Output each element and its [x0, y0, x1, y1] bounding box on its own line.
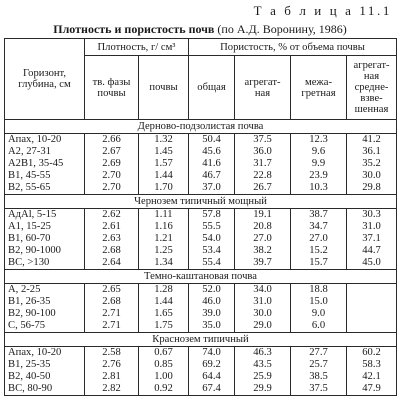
value-cell [347, 296, 397, 308]
value-cell: 2.71 [85, 308, 139, 320]
value-cell: 46.3 [235, 347, 291, 360]
table-row [5, 170, 397, 182]
value-cell: 9.0 [291, 308, 347, 320]
value-cell: 42.1 [347, 371, 397, 383]
value-cell: 64.4 [189, 371, 235, 383]
horizon-cell: B2, 90-1000 [5, 245, 85, 257]
value-cell: 2.69 [85, 158, 139, 170]
value-cell: 1.16 [139, 221, 189, 233]
value-cell: 2.82 [85, 383, 139, 396]
value-cell: 34.7 [291, 221, 347, 233]
header-porosity-aggregate-mid: агрегат-ная средне-взве-шенная [347, 56, 397, 120]
horizon-cell: Апах, 10-20 [5, 134, 85, 147]
value-cell: 47.9 [347, 383, 397, 396]
value-cell: 2.62 [85, 209, 139, 222]
value-cell [347, 308, 397, 320]
table-row [5, 233, 397, 245]
value-cell: 29.9 [235, 383, 291, 396]
table-row [5, 182, 397, 195]
value-cell: 67.4 [189, 383, 235, 396]
value-cell: 37.0 [189, 182, 235, 195]
section-title: Дерново-подзолистая почва [5, 120, 397, 134]
value-cell: 45.6 [189, 146, 235, 158]
value-cell: 39.7 [235, 257, 291, 270]
value-cell: 2.70 [85, 170, 139, 182]
horizon-cell: B1, 26-35 [5, 296, 85, 308]
horizon-cell: B2, 55-65 [5, 182, 85, 195]
value-cell: 1.75 [139, 320, 189, 333]
table-row [5, 296, 397, 308]
soil-properties-table [4, 38, 397, 396]
table-row [5, 209, 397, 222]
horizon-cell: A, 2-25 [5, 284, 85, 297]
value-cell: 55.4 [189, 257, 235, 270]
value-cell: 1.44 [139, 170, 189, 182]
value-cell: 2.64 [85, 257, 139, 270]
value-cell: 46.7 [189, 170, 235, 182]
value-cell: 27.7 [291, 347, 347, 360]
value-cell: 45.0 [347, 257, 397, 270]
value-cell: 18.8 [291, 284, 347, 297]
value-cell: 50.4 [189, 134, 235, 147]
value-cell: 55.5 [189, 221, 235, 233]
section-row [5, 270, 397, 284]
value-cell: 43.5 [235, 359, 291, 371]
value-cell: 36.1 [347, 146, 397, 158]
horizon-cell: АдАl, 5-15 [5, 209, 85, 222]
value-cell: 38.2 [235, 245, 291, 257]
value-cell: 2.66 [85, 134, 139, 147]
table-row [5, 308, 397, 320]
section-title: Чернозем типичный мощный [5, 195, 397, 209]
value-cell: 25.7 [291, 359, 347, 371]
value-cell: 27.0 [235, 233, 291, 245]
value-cell: 2.71 [85, 320, 139, 333]
value-cell: 39.0 [189, 308, 235, 320]
value-cell: 22.8 [235, 170, 291, 182]
value-cell: 30.3 [347, 209, 397, 222]
header-porosity-total: общая [189, 56, 235, 120]
value-cell: 74.0 [189, 347, 235, 360]
horizon-cell: Апах, 10-20 [5, 347, 85, 360]
header-porosity-inter: межа-гретная [291, 56, 347, 120]
value-cell: 37.5 [291, 383, 347, 396]
table-row [5, 146, 397, 158]
value-cell [347, 320, 397, 333]
section-title: Темно-каштановая почва [5, 270, 397, 284]
value-cell: 2.65 [85, 284, 139, 297]
horizon-cell: C, 56-75 [5, 320, 85, 333]
value-cell: 25.9 [235, 371, 291, 383]
table-row [5, 245, 397, 257]
section-row [5, 333, 397, 347]
value-cell: 54.0 [189, 233, 235, 245]
value-cell: 9.9 [291, 158, 347, 170]
value-cell: 38.5 [291, 371, 347, 383]
section-title: Краснозем типичный [5, 333, 397, 347]
value-cell: 31.0 [347, 221, 397, 233]
table-row [5, 371, 397, 383]
value-cell: 2.76 [85, 359, 139, 371]
value-cell: 1.44 [139, 296, 189, 308]
value-cell: 2.58 [85, 347, 139, 360]
table-row [5, 347, 397, 360]
table-row [5, 257, 397, 270]
value-cell: 41.6 [189, 158, 235, 170]
value-cell: 35.2 [347, 158, 397, 170]
value-cell: 1.45 [139, 146, 189, 158]
table-title-source: (по А.Д. Воронину, 1986) [214, 22, 347, 36]
header-density-soil: почвы [139, 56, 189, 120]
header-porosity-group: Пористость, % от объема почвы [189, 39, 397, 56]
value-cell: 27.0 [291, 233, 347, 245]
value-cell: 2.67 [85, 146, 139, 158]
value-cell: 9.6 [291, 146, 347, 158]
value-cell: 30.0 [347, 170, 397, 182]
table-number: Т а б л и ц а 11.1 [253, 3, 392, 18]
value-cell: 26.7 [235, 182, 291, 195]
value-cell: 1.28 [139, 284, 189, 297]
table-row [5, 320, 397, 333]
value-cell: 52.0 [189, 284, 235, 297]
table-row [5, 158, 397, 170]
header-density-solid: тв. фазы почвы [85, 56, 139, 120]
horizon-cell: BC, 80-90 [5, 383, 85, 396]
table-row [5, 134, 397, 147]
horizon-cell: A2, 27-31 [5, 146, 85, 158]
table-title [0, 22, 400, 37]
value-cell: 1.21 [139, 233, 189, 245]
horizon-cell: B2, 90-100 [5, 308, 85, 320]
value-cell: 2.68 [85, 245, 139, 257]
value-cell: 1.25 [139, 245, 189, 257]
value-cell: 57.8 [189, 209, 235, 222]
value-cell: 2.68 [85, 296, 139, 308]
value-cell: 20.8 [235, 221, 291, 233]
value-cell: 38.7 [291, 209, 347, 222]
horizon-cell: BC, >130 [5, 257, 85, 270]
value-cell [347, 284, 397, 297]
value-cell: 1.70 [139, 182, 189, 195]
value-cell: 0.85 [139, 359, 189, 371]
horizon-cell: B1, 45-55 [5, 170, 85, 182]
horizon-cell: B2, 40-50 [5, 371, 85, 383]
value-cell: 41.2 [347, 134, 397, 147]
table-body [5, 120, 397, 396]
value-cell: 1.00 [139, 371, 189, 383]
value-cell: 2.81 [85, 371, 139, 383]
value-cell: 30.0 [235, 308, 291, 320]
value-cell: 1.57 [139, 158, 189, 170]
value-cell: 60.2 [347, 347, 397, 360]
value-cell: 1.32 [139, 134, 189, 147]
value-cell: 19.1 [235, 209, 291, 222]
value-cell: 15.7 [291, 257, 347, 270]
value-cell: 37.1 [347, 233, 397, 245]
header-density-group: Плотность, г/ см³ [85, 39, 189, 56]
value-cell: 10.3 [291, 182, 347, 195]
value-cell: 31.7 [235, 158, 291, 170]
value-cell: 15.2 [291, 245, 347, 257]
header-horizon: Горизонт, глубина, см [5, 39, 85, 120]
table-row [5, 221, 397, 233]
table-row [5, 359, 397, 371]
value-cell: 29.8 [347, 182, 397, 195]
value-cell: 36.0 [235, 146, 291, 158]
header-porosity-aggregate: агрегат-ная [235, 56, 291, 120]
value-cell: 2.63 [85, 233, 139, 245]
value-cell: 0.67 [139, 347, 189, 360]
value-cell: 12.3 [291, 134, 347, 147]
value-cell: 29.0 [235, 320, 291, 333]
value-cell: 37.5 [235, 134, 291, 147]
value-cell: 46.0 [189, 296, 235, 308]
value-cell: 1.65 [139, 308, 189, 320]
value-cell: 35.0 [189, 320, 235, 333]
value-cell: 1.34 [139, 257, 189, 270]
value-cell: 58.3 [347, 359, 397, 371]
section-row [5, 195, 397, 209]
value-cell: 34.0 [235, 284, 291, 297]
value-cell: 53.4 [189, 245, 235, 257]
table-row [5, 383, 397, 396]
value-cell: 0.92 [139, 383, 189, 396]
horizon-cell: A2B1, 35-45 [5, 158, 85, 170]
section-row [5, 120, 397, 134]
horizon-cell: A1, 15-25 [5, 221, 85, 233]
value-cell: 69.2 [189, 359, 235, 371]
value-cell: 15.0 [291, 296, 347, 308]
table-title-main: Плотность и пористость почв [53, 22, 215, 36]
horizon-cell: B1, 25-35 [5, 359, 85, 371]
value-cell: 1.11 [139, 209, 189, 222]
table-row [5, 284, 397, 297]
value-cell: 44.7 [347, 245, 397, 257]
value-cell: 2.70 [85, 182, 139, 195]
value-cell: 2.61 [85, 221, 139, 233]
value-cell: 23.9 [291, 170, 347, 182]
horizon-cell: B1, 60-70 [5, 233, 85, 245]
value-cell: 6.0 [291, 320, 347, 333]
value-cell: 31.0 [235, 296, 291, 308]
